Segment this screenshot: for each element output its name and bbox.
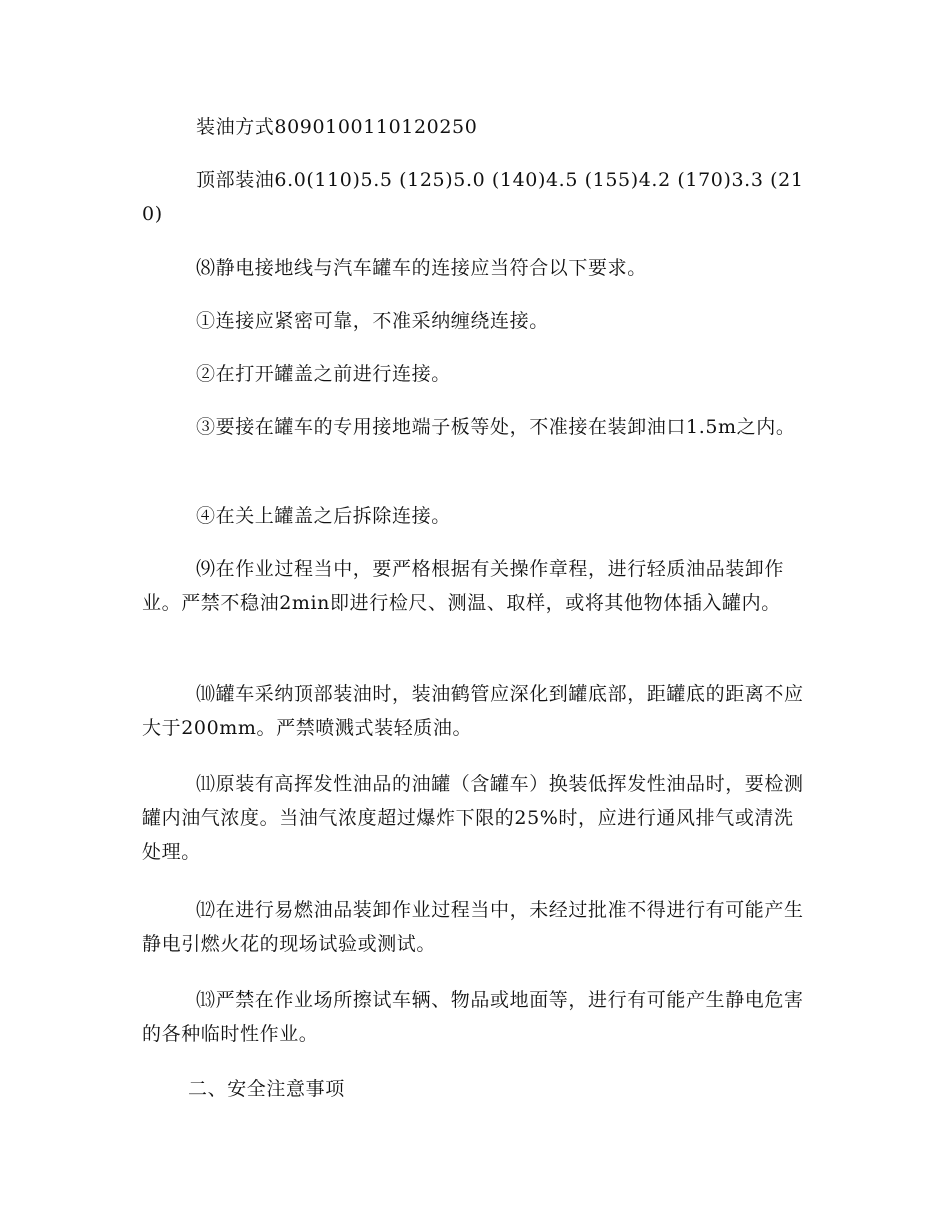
paragraph-item-12: ⑿在进行易燃油品装卸作业过程当中，未经过批准不得进行有可能产生静电引燃火花的现场试验或测试。 (142, 899, 804, 955)
paragraph-item-10: ⑽罐车采纳顶部装油时，装油鹤管应深化到罐底部，距罐底的距离不应大于200mm。严禁喷溅式装轻质油。 (142, 683, 804, 739)
paragraph-item-8: ⑻静电接地线与汽车罐车的连接应当符合以下要求。 (196, 257, 647, 279)
section-heading: 二、安全注意事项 (188, 1078, 345, 1100)
paragraph-item-9: ⑼在作业过程当中，要严格根据有关操作章程，进行轻质油品装卸作业。严禁不稳油2min即进行检尺、测温、取样，或将其他物体插入罐内。 (142, 558, 785, 614)
paragraph-top-loading: 顶部装油6.0(110)5.5 (125)5.0 (140)4.5 (155)4.2 (170)3.3 (210) (142, 169, 804, 225)
paragraph-loading-method: 装油方式8090100110120250 (196, 116, 478, 138)
paragraph-item-13: ⒀严禁在作业场所擦试车辆、物品或地面等，进行有可能产生静电危害的各种临时性作业。 (142, 989, 804, 1045)
paragraph-subitem-4: ④在关上罐盖之后拆除连接。 (196, 505, 451, 527)
paragraph-subitem-2: ②在打开罐盖之前进行连接。 (196, 363, 451, 385)
paragraph-subitem-3: ③要接在罐车的专用接地端子板等处，不准接在装卸油口1.5m之内。 (196, 416, 796, 438)
paragraph-subitem-1: ①连接应紧密可靠，不准采纳缠绕连接。 (196, 310, 549, 332)
paragraph-item-11: ⑾原装有高挥发性油品的油罐（含罐车）换装低挥发性油品时，要检测罐内油气浓度。当油气浓度超过爆炸下限的25%时，应进行通风排气或清洗处理。 (142, 773, 804, 863)
